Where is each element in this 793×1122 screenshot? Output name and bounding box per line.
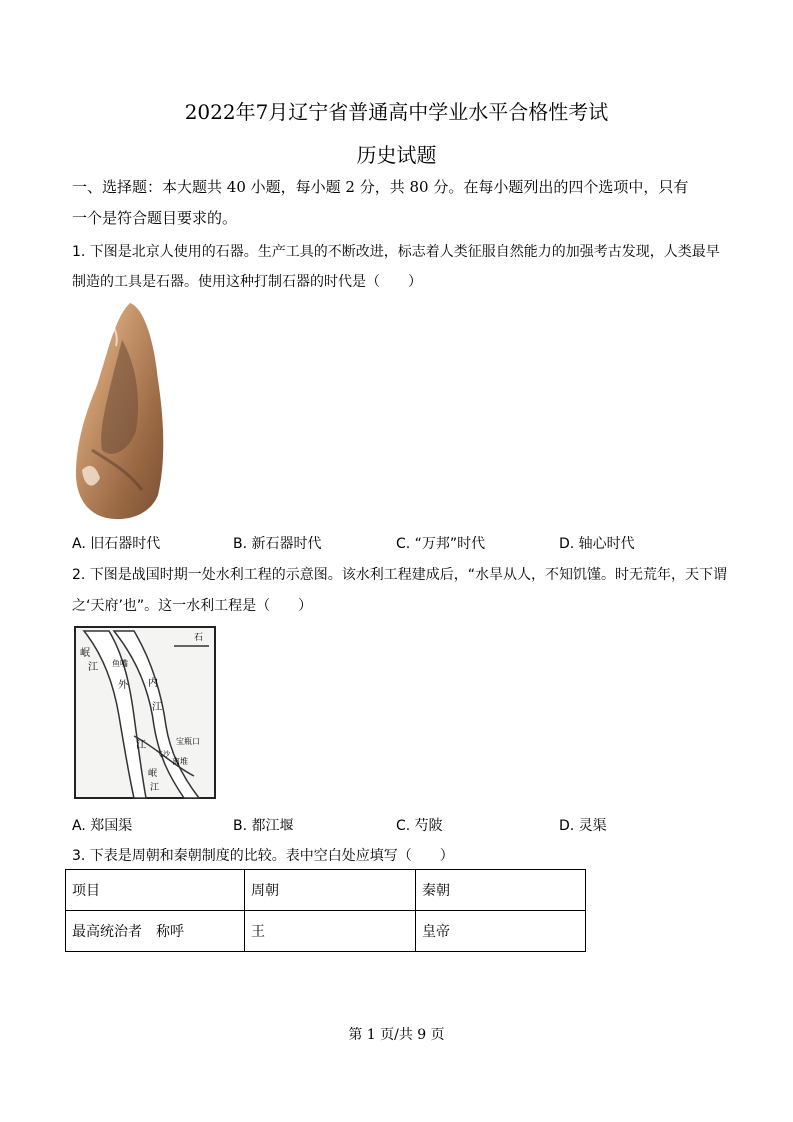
section-instructions-line1: 一、选择题：本大题共 40 小题，每小题 2 分，共 80 分。在每小题列出的四个选项中，只有 <box>72 178 689 196</box>
q2-stem-line1: 2. 下图是战国时期一处水利工程的示意图。该水利工程建成后，“水旱从人，不知饥馑。时无荒年，天下谓 <box>72 567 728 583</box>
table-cell: 皇帝 <box>416 911 586 952</box>
table-header-row <box>66 870 586 911</box>
stone-tool-image <box>72 300 167 522</box>
table-cell: 最高统治者 称呼 <box>66 911 245 952</box>
page-title: 2022年7月辽宁省普通高中学业水平合格性考试 <box>184 100 609 124</box>
map-label-jiang2: 江 <box>152 702 162 713</box>
map-label-fish: 鱼嘴 <box>112 659 128 668</box>
q1-stem-line1: 1. 下图是北京人使用的石器。生产工具的不断改进，标志着人类征服自然能力的加强考古发现，人类最早 <box>72 244 720 260</box>
map-label-top-right: 石 <box>194 633 204 643</box>
q2-option-a: A. 郑国渠 <box>72 818 133 834</box>
q1-option-c: C. “万邦”时代 <box>396 536 486 552</box>
q2-option-d: D. 灵渠 <box>559 818 607 834</box>
table-cell: 秦朝 <box>416 870 586 911</box>
map-label-min1: 岷 <box>80 648 90 659</box>
table-row <box>66 911 586 952</box>
q1-option-b: B. 新石器时代 <box>233 536 322 552</box>
q2-option-b: B. 都江堰 <box>233 818 294 834</box>
q3-stem: 3. 下表是周朝和秦朝制度的比较。表中空白处应填写（ ） <box>72 848 454 864</box>
q2-stem-line2: 之‘天府’也”。这一水利工程是（ ） <box>72 598 313 614</box>
map-label-jiang3: 江 <box>136 740 146 751</box>
map-label-nei: 内 <box>148 678 158 689</box>
map-label-baoping: 宝瓶口 <box>176 737 200 746</box>
comparison-table <box>65 869 586 952</box>
table-cell: 项目 <box>66 870 245 911</box>
map-label-wai: 外 <box>118 680 128 691</box>
q1-option-a: A. 旧石器时代 <box>72 536 161 552</box>
map-label-feisha: 飞沙 <box>156 750 170 758</box>
table-cell: 周朝 <box>245 870 416 911</box>
map-label-min2: 岷 <box>148 769 158 779</box>
map-label-jiang4: 江 <box>150 783 160 793</box>
section-instructions-line2: 一个是符合题目要求的。 <box>72 209 238 227</box>
q1-stem-line2: 制造的工具是石器。使用这种打制石器的时代是（ ） <box>72 274 422 290</box>
table-cell: 王 <box>245 911 416 952</box>
dujiangyan-map <box>74 626 216 799</box>
page-subtitle: 历史试题 <box>356 143 437 167</box>
page-footer: 第 1 页/共 9 页 <box>348 1027 445 1043</box>
q2-option-c: C. 芍陂 <box>396 818 443 834</box>
map-label-liyan: 离堆 <box>172 757 188 766</box>
map-label-jiang1: 江 <box>88 662 98 673</box>
q1-option-d: D. 轴心时代 <box>559 536 635 552</box>
